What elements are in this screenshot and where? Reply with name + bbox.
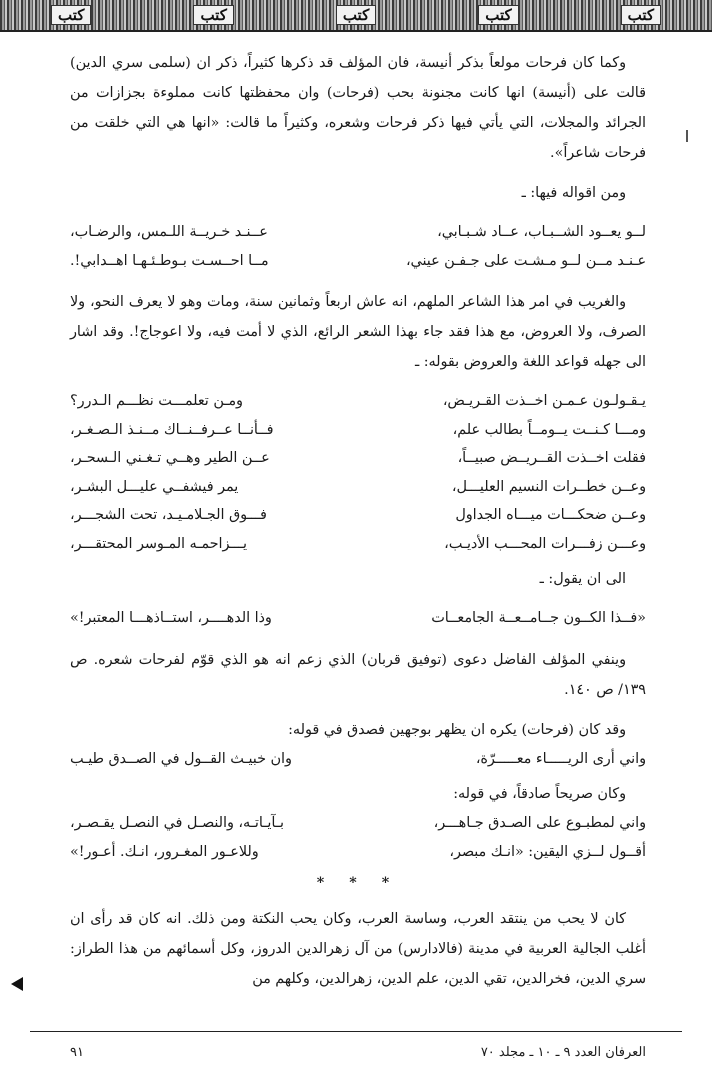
journal-citation: العرفان العدد ٩ ـ ١٠ ـ مجلد ٧٠ [480, 1044, 646, 1060]
verse-first-hemistich: «فــذا الكــون جــامــعــة الجامعــات [431, 610, 646, 626]
intro-line: وكان صريحاً صادقاً، في قوله: [453, 786, 626, 802]
header-tab: كتب [336, 5, 376, 25]
page-back-arrow-icon[interactable] [11, 977, 23, 991]
page-body [70, 48, 646, 1004]
poem-block-3 [70, 604, 646, 633]
poem-block-5 [70, 809, 646, 866]
paragraph-1: وكما كان فرحات مولعاً بذكر أنيسة، فان المؤلف قد ذكرها كثيراً، ذكر ان (سلمى سري الدين) قالت على (أنيسة) انها كانت مجنونة بحب (فرحات) وان محفظتها كانت مملوءة بجزازات من الجرائد والمجلات، التي يأتي فيها ذكر فرحات وشعره، وكثيراً ما قالت: «انها هي التي خلقت من فرحات شاعراً». [70, 55, 646, 161]
verse-line [70, 838, 646, 867]
verse-first-hemistich: وعــن خطــرات النسيم العليـــل، [451, 478, 646, 495]
poem-block-2 [70, 387, 646, 558]
verse-first-hemistich: فقلت اخــذت القــريــض صبيــاً، [457, 450, 646, 466]
verse-first-hemistich: يـقـولـون عـمـن اخــذت القـريـض، [442, 393, 646, 409]
verse-first-hemistich: ومـــا كـنــت يــومــاً بطالب علم، [452, 421, 646, 438]
verse-second-hemistich: فــأنــا عــرفــنــاك مــنـذ الـصـغـر، [70, 421, 274, 438]
verse-line [70, 745, 646, 774]
verse-line [70, 218, 646, 247]
verse-first-hemistich: لــو يعــود الشــبـاب، عــاد شـبـابي، [437, 224, 646, 240]
intro-line: ومن اقواله فيها: ـ [521, 185, 626, 201]
header-tab: كتب [51, 5, 91, 25]
header-tab: كتب [478, 5, 518, 25]
verse-line [70, 416, 646, 445]
verse-first-hemistich: عـنـد مــن لــو مـشـت على جـفـن عيني، [405, 252, 646, 269]
verse-second-hemistich: وذا الدهــــر، استــاذهـــا المعتبر!» [70, 610, 272, 626]
header-tab: كتب [621, 5, 661, 25]
verse-second-hemistich: وللاعـور المغـرور، انـك. أعـور!» [70, 843, 259, 860]
verse-second-hemistich: بـآيـاتـه، والنصـل في النصـل يقـصـر، [70, 815, 284, 831]
margin-mark [686, 130, 688, 142]
verse-second-hemistich: فـــوق الجـلامـيـد، تحت الشجـــر، [70, 507, 267, 523]
verse-second-hemistich: مــا احــسـت بـوطـئـهـا اهــدابي!. [70, 252, 269, 269]
verse-line [70, 530, 646, 559]
page-number: ٩١ [70, 1044, 84, 1060]
verse-line [70, 247, 646, 276]
verse-first-hemistich: أقــول لــزي اليقين: «انـك مبصر، [449, 843, 646, 860]
verse-second-hemistich: ومـن تعلمـــت نظـــم الـدرر؟ [70, 393, 243, 409]
verse-second-hemistich: عــنـد خـريــة اللـمس، والرضـاب، [70, 224, 268, 240]
paragraph-4: كان لا يحب من ينتقد العرب، وساسة العرب، وكان يحب النكتة ومن ذلك. انه كان قد رأى ان أغلب الجالية العربية في مدينة (فالادارس) من آل زهرالدين الدروز، وكل أسمائهم من هذا الطراز: سري الدين، فخرالدين، تقي الدين، علم الدين، زهرالدين، وكلهم من [70, 911, 646, 987]
poem-block-1 [70, 218, 646, 275]
verse-second-hemistich: وان خبيـث القــول في الصــدق طيـب [70, 750, 292, 767]
verse-line [70, 387, 646, 416]
verse-line [70, 809, 646, 838]
poem-block-4 [70, 745, 646, 774]
page-footer [70, 1040, 646, 1064]
intro-line: وقد كان (فرحات) يكره ان يظهر بوجهين فصدق في قوله: [288, 721, 626, 738]
verse-first-hemistich: وعــن ضحكـــات ميـــاه الجداول [455, 507, 646, 523]
verse-line [70, 473, 646, 502]
intro-line: الى ان يقول: ـ [539, 571, 626, 587]
verse-first-hemistich: وعـــن زفـــرات المحـــب الأديـب، [444, 535, 646, 552]
section-separator: * * * [316, 875, 400, 891]
verse-line [70, 501, 646, 530]
verse-line [70, 444, 646, 473]
verse-first-hemistich: واني أرى الريـــــاء معـــــرّة، [475, 750, 646, 767]
verse-second-hemistich: عــن الطير وهــي تـغـني الـسحـر، [70, 450, 270, 466]
footer-rule [30, 1031, 682, 1032]
header-tab: كتب [193, 5, 233, 25]
verse-second-hemistich: يمر فيشفــي عليـــل البشـر، [70, 478, 239, 495]
paragraph-2: والغريب في امر هذا الشاعر الملهم، انه عاش اربعاً وثمانين سنة، ومات وهو لا يعرف النحو، ولا الصرف، ولا العروض، مع هذا فقد جاء بهذا الشعر الرائع، الذي لا أمت فيه، ولا اعوجاج!. وقد اشار الى جهله قواعد اللغة والعروض بقوله: ـ [70, 294, 646, 370]
header-banner [0, 0, 712, 32]
verse-line [70, 604, 646, 633]
verse-first-hemistich: واني لمطبـوع على الصـدق جـاهـــر، [433, 815, 646, 831]
paragraph-3: وينفي المؤلف الفاضل دعوى (توفيق قربان) الذي زعم انه هو الذي قوّم لفرحات شعره. ص ١٣٩/ ص ١٤٠. [70, 651, 646, 698]
verse-second-hemistich: يـــزاحمـه المـوسر المحتقـــر، [70, 535, 247, 552]
